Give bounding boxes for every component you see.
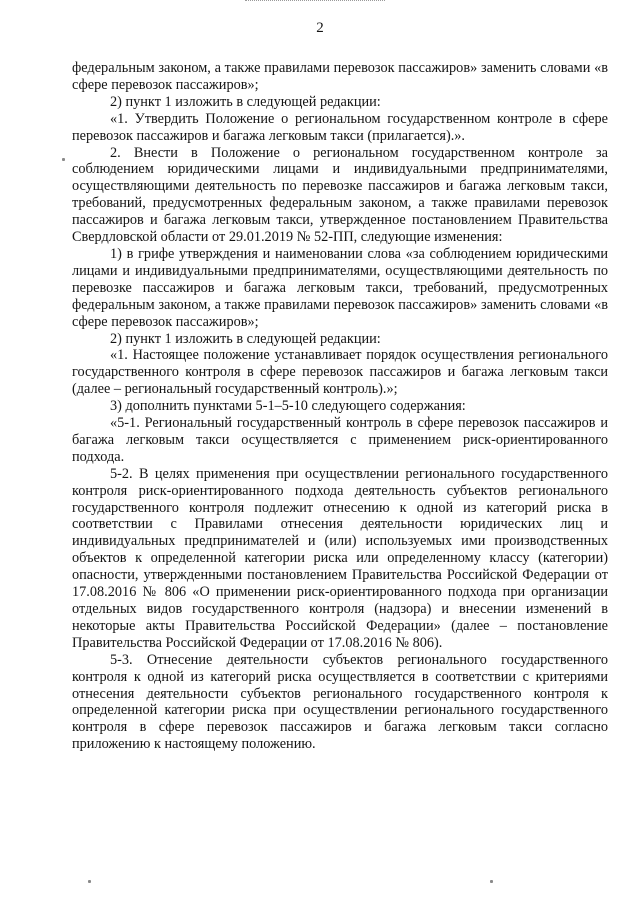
paragraph-change-3: 3) дополнить пунктами 5-1–5-10 следующего содержания: — [110, 398, 466, 415]
scan-speck — [88, 880, 91, 883]
paragraph-quote-approve-regulation: «1. Утвердить Положение о региональном государственном контроле в сфере перевозок пассажиров и багажа легковым такси (прилагается).». — [72, 110, 608, 144]
paragraph-clause-5-2: 5-2. В целях применения при осуществлении регионального государственного контроля риск-ориентированного подхода деятельность субъектов регионального государственного контроля подлежит отнесению к одной из категорий риска в соответствии с Правилами отнесения деятельности юридических лиц и индивидуальных предпринимателей и (или) используемых ими производственных объектов к определенной категории риска или определенному классу (категории) опасности, утвержденными постановлением Правительства Российской Федерации от 17.08.2016 № 806 «О применении риск-ориентированного подхода при организации отдельных видов государственного контроля (надзора) и внесении изменений в некоторые акты Правительства Российской Федерации» (далее – постановление Правительства Российской Федерации от 17.08.2016 № 806). — [72, 465, 608, 651]
paragraph-section-2: 2. Внести в Положение о региональном государственном контроле за соблюдением юридическими лицами и индивидуальными предпринимателями, осуществляющими деятельность по перевозке пассажиров и багажа легковым такси, требований, предусмотренных федеральным законом, а также правилами перевозок пассажиров и багажа легковым такси, утвержденное постановлением Правительства Свердловской области от 29.01.2019 № 52-ПП, следующие изменения: — [72, 144, 608, 246]
document-body — [72, 60, 608, 753]
paragraph-item-2-point-1: 2) пункт 1 изложить в следующей редакции: — [110, 93, 381, 110]
paragraph-quote-regulation-scope: «1. Настоящее положение устанавливает порядок осуществления регионального государственного контроля в сфере перевозок пассажиров и багажа легковым такси (далее – региональный государственный контроль).»; — [72, 347, 608, 398]
paragraph-change-2: 2) пункт 1 изложить в следующей редакции: — [110, 330, 381, 347]
scan-artifact — [245, 0, 385, 4]
page-number: 2 — [316, 20, 324, 36]
paragraph-clause-5-3: 5-3. Отнесение деятельности субъектов регионального государственного контроля к одной из категорий риска осуществляется в соответствии с критериями отнесения деятельности субъектов регионального государственного контроля к определенной категории риска при осуществлении регионального государственного контроля в сфере перевозок пассажиров и багажа легковым такси согласно приложению к настоящему положению. — [72, 651, 608, 753]
paragraph-continuation: федеральным законом, а также правилами перевозок пассажиров» заменить словами «в сфере перевозок пассажиров»; — [72, 60, 608, 93]
scan-speck — [490, 880, 493, 883]
paragraph-clause-5-1: «5-1. Региональный государственный контроль в сфере перевозок пассажиров и багажа легковым такси осуществляется с применением риск-ориентированного подхода. — [72, 415, 608, 465]
scan-speck — [62, 158, 65, 161]
paragraph-change-1: 1) в грифе утверждения и наименовании слова «за соблюдением юридическими лицами и индивидуальными предпринимателями, осуществляющими деятельность по перевозке пассажиров и багажа легковым такси, требований, предусмотренных федеральным законом, а также правилами перевозок пассажиров» заменить словами «в сфере перевозок пассажиров»; — [72, 245, 608, 330]
